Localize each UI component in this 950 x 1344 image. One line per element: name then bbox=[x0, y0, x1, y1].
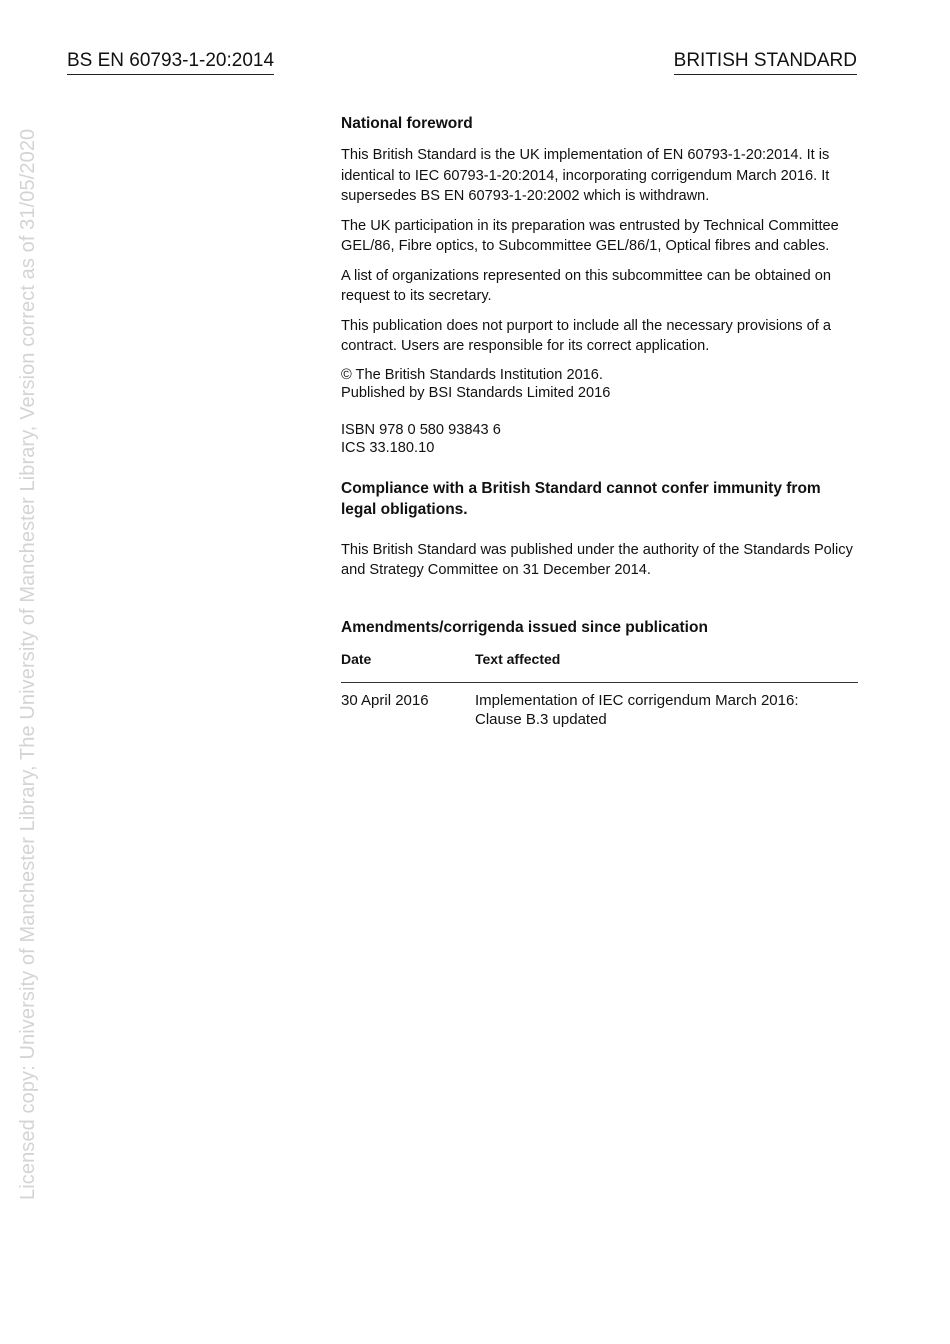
amendments-title: Amendments/corrigenda issued since publication bbox=[341, 618, 708, 636]
amendments-table-header bbox=[341, 650, 858, 683]
publisher-line: Published by BSI Standards Limited 2016 bbox=[341, 385, 611, 401]
amendment-date: 30 April 2016 bbox=[341, 691, 429, 709]
table-row bbox=[341, 683, 858, 729]
amendment-text-line: Clause B.3 updated bbox=[475, 710, 607, 728]
isbn-line: ISBN 978 0 580 93843 6 bbox=[341, 421, 501, 438]
copyright-block bbox=[341, 366, 858, 403]
publication-authority-statement: This British Standard was published under the authority of the Standards Policy and Strategy Committee on 31 December 2014. bbox=[341, 541, 853, 578]
identifier-block bbox=[341, 421, 858, 458]
document-code: BS EN 60793-1-20:2014 bbox=[67, 50, 274, 75]
copyright-line: © The British Standards Institution 2016. bbox=[341, 366, 603, 383]
ics-line: ICS 33.180.10 bbox=[341, 440, 435, 456]
amendment-text-affected bbox=[475, 691, 858, 729]
column-header-date: Date bbox=[341, 650, 372, 667]
foreword-paragraph-implementation: This British Standard is the UK implementation of EN 60793-1-20:2014. It is identical to IEC 60793-1-20:2014, incorporating corrigendum March 2016. It supersedes BS EN 60793-1-20:2002 which is withdrawn. bbox=[341, 147, 830, 204]
foreword-paragraph-organizations: A list of organizations represented on this subcommittee can be obtained on request to its secretary. bbox=[341, 267, 832, 304]
foreword-paragraph-provisions: This publication does not purport to include all the necessary provisions of a contract. Users are responsible for its correct application. bbox=[341, 317, 831, 354]
amendment-text-line: Implementation of IEC corrigendum March 2016: bbox=[475, 691, 799, 709]
standard-type-label: BRITISH STANDARD bbox=[674, 50, 857, 75]
national-foreword-section bbox=[341, 114, 858, 729]
foreword-title: National foreword bbox=[341, 115, 473, 132]
license-watermark: Licensed copy: University of Manchester Library, The University of Manchester Library, Version correct as of 31/05/2020 bbox=[17, 128, 39, 1200]
compliance-statement: Compliance with a British Standard cannot confer immunity from legal obligations. bbox=[341, 479, 821, 518]
column-header-text-affected: Text affected bbox=[475, 650, 561, 667]
foreword-paragraph-participation: The UK participation in its preparation was entrusted by Technical Committee GEL/86, Fibre optics, to Subcommittee GEL/86/1, Optical fibres and cables. bbox=[341, 217, 839, 254]
